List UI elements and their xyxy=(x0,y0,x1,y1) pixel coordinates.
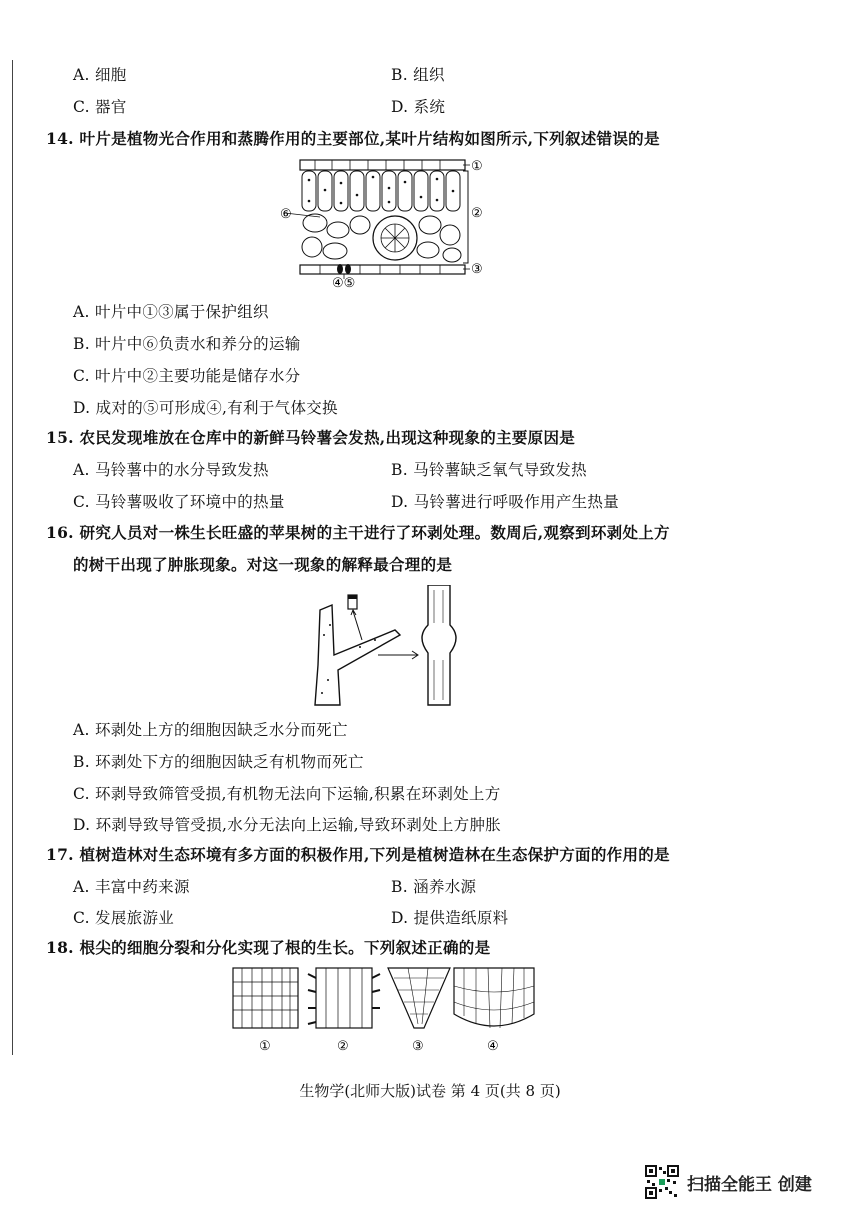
q14-option-b: B. 叶片中⑥负责水和养分的运输 xyxy=(73,335,301,353)
q13-option-b: B. 组织 xyxy=(391,66,445,84)
q17-option-d: D. 提供造纸原料 xyxy=(391,909,509,927)
q17-option-a: A. 丰富中药来源 xyxy=(73,878,190,896)
q16-option-b: B. 环剥处下方的细胞因缺乏有机物而死亡 xyxy=(73,753,364,771)
leaf-label-45: ④⑤ xyxy=(332,276,356,290)
scanner-watermark xyxy=(645,1163,812,1201)
q13-option-c: C. 器官 xyxy=(73,98,127,116)
q15-option-b: B. 马铃薯缺乏氧气导致发热 xyxy=(391,461,587,479)
leaf-label-2: ② xyxy=(471,206,483,221)
q16-option-c: C. 环剥导致筛管受损,有机物无法向下运输,积累在环剥处上方 xyxy=(73,785,501,803)
q17-option-c: C. 发展旅游业 xyxy=(73,909,175,927)
root-tip-figure xyxy=(228,964,538,1056)
root-label-4: ④ xyxy=(487,1039,499,1054)
q14-option-d: D. 成对的⑤可形成④,有利于气体交换 xyxy=(73,399,338,417)
q18-stem: 18. 根尖的细胞分裂和分化实现了根的生长。下列叙述正确的是 xyxy=(46,938,491,957)
qr-code-icon xyxy=(645,1165,679,1199)
root-label-2: ② xyxy=(337,1039,349,1054)
q14-stem: 14. 叶片是植物光合作用和蒸腾作用的主要部位,某叶片结构如图所示,下列叙述错误的是 xyxy=(46,129,660,148)
page-footer: 生物学(北师大版)试卷 第 4 页(共 8 页) xyxy=(299,1082,561,1100)
q13-option-d: D. 系统 xyxy=(391,98,446,116)
root-label-1: ① xyxy=(259,1039,271,1054)
q15-option-c: C. 马铃薯吸收了环境中的热量 xyxy=(73,493,285,511)
q15-option-d: D. 马铃薯进行呼吸作用产生热量 xyxy=(391,493,620,511)
leaf-label-1: ① xyxy=(471,159,483,174)
q13-option-a: A. 细胞 xyxy=(73,66,127,84)
q16-stem-line1: 16. 研究人员对一株生长旺盛的苹果树的主干进行了环剥处理。数周后,观察到环剥处上方 xyxy=(46,523,670,542)
q16-option-d: D. 环剥导致导管受损,水分无法向上运输,导致环剥处上方肿胀 xyxy=(73,816,502,834)
q15-stem: 15. 农民发现堆放在仓库中的新鲜马铃薯会发热,出现这种现象的主要原因是 xyxy=(46,428,576,447)
q17-option-b: B. 涵养水源 xyxy=(391,878,477,896)
root-label-3: ③ xyxy=(412,1039,424,1054)
leaf-label-6: ⑥ xyxy=(280,207,292,222)
q15-option-a: A. 马铃薯中的水分导致发热 xyxy=(73,461,269,479)
q14-option-c: C. 叶片中②主要功能是储存水分 xyxy=(73,367,301,385)
girdling-figure xyxy=(300,585,470,710)
q16-option-a: A. 环剥处上方的细胞因缺乏水分而死亡 xyxy=(73,721,348,739)
scanner-watermark-text: 扫描全能王 创建 xyxy=(687,1174,812,1195)
leaf-structure-figure xyxy=(280,155,495,290)
q16-stem-line2: 的树干出现了肿胀现象。对这一现象的解释最合理的是 xyxy=(73,555,453,574)
q14-option-a: A. 叶片中①③属于保护组织 xyxy=(73,303,269,321)
q17-stem: 17. 植树造林对生态环境有多方面的积极作用,下列是植树造林在生态保护方面的作用的是 xyxy=(46,845,670,864)
leaf-label-3: ③ xyxy=(471,262,483,277)
margin-line xyxy=(12,60,13,1055)
